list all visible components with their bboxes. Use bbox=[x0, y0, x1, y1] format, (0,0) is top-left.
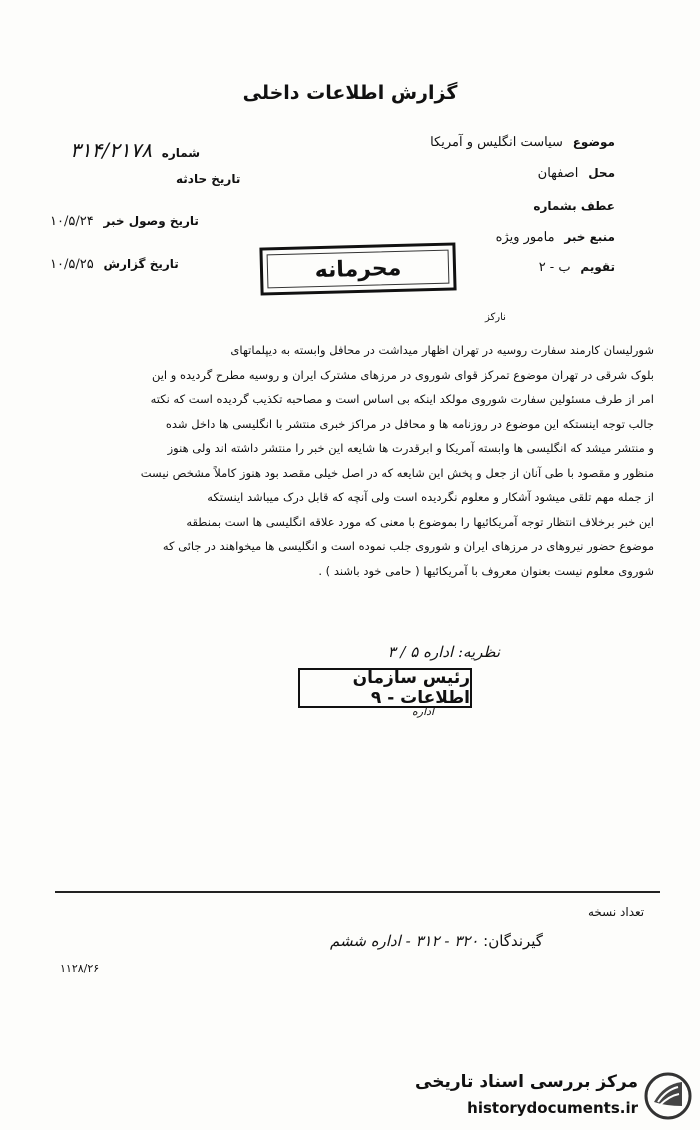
copies-label: تعداد نسخه bbox=[588, 905, 645, 919]
report-date-value: ۱۰/۵/۲۵ bbox=[50, 257, 94, 272]
handwritten-note bbox=[300, 642, 500, 661]
document-center-logo-icon bbox=[644, 1072, 692, 1120]
reference-field bbox=[527, 199, 615, 214]
report-date-label: تاریخ گزارش bbox=[103, 257, 179, 271]
recipients-field bbox=[330, 932, 543, 950]
body-line: منظور و مقصود با طی آنان از جعل و پخش این شایعه که در اصل خیلی مقصد بود هنوز کاملاً مشخص نیست bbox=[140, 465, 654, 480]
body-line: جالب توجه اینستکه این موضوع در روزنامه ها و محافل در مراکز خبری منتشر با انگلیسی ها داخل شده bbox=[165, 416, 654, 431]
incident-date-label: تاریخ حادثه bbox=[176, 172, 241, 186]
source-field bbox=[496, 230, 615, 245]
reference-label: عطف بشماره bbox=[533, 199, 615, 213]
rating-value: ب - ۲ bbox=[538, 260, 571, 275]
archive-name: مرکز بررسی اسناد تاریخی bbox=[415, 1072, 638, 1092]
body-line: شوروی معلوم نیست بعنوان معروف با آمریکائیها ( حامی خود باشند ) . bbox=[318, 563, 654, 578]
received-date-field bbox=[50, 214, 199, 229]
rating-label: تقویم bbox=[580, 260, 615, 274]
received-date-label: تاریخ وصول خبر bbox=[103, 214, 199, 228]
incident-date-field bbox=[170, 172, 240, 187]
received-date-value: ۱۰/۵/۲۴ bbox=[50, 214, 94, 229]
signature-note: نظریه: اداره ۵ / ۳ bbox=[387, 643, 500, 661]
body-line: موضوع حضور نیروهای در مرزهای ایران و شوروی جلب نموده است و انگلیسی ها میخواهند در جائی که bbox=[162, 539, 654, 553]
report-date-field bbox=[50, 257, 179, 272]
document-title: گزارش اطلاعات داخلی bbox=[242, 82, 458, 104]
place-value: اصفهان bbox=[537, 166, 579, 181]
recipients-label: گیرندگان: bbox=[483, 932, 543, 950]
rating-field bbox=[539, 260, 615, 275]
divider-line bbox=[55, 891, 660, 893]
number-field bbox=[70, 138, 200, 162]
number-value: ۳۱۴/۲۱۷۸ bbox=[70, 138, 152, 162]
body-line: بلوک شرقی در تهران موضوع تمرکز قوای شوروی در مرزهای مشترک ایران و روسیه مطرح گردیده و این bbox=[151, 367, 654, 382]
signature-extra: اداره bbox=[412, 705, 435, 718]
place-label: محل bbox=[588, 166, 615, 180]
signature-stamp: رئیس سازمان اطلاعات - ۹ bbox=[298, 668, 472, 708]
confidential-stamp: محرمانه bbox=[259, 242, 456, 295]
place-field bbox=[538, 166, 615, 181]
subject-label: موضوع bbox=[572, 135, 615, 149]
subject-field bbox=[430, 135, 615, 150]
number-label: شماره bbox=[161, 146, 201, 160]
body-line: و منتشر میشد که انگلیسی ها وابسته آمریکا و ابرقدرت ها شایعه این خبر را منتشر داشته اند ولی هنوز bbox=[167, 441, 654, 455]
archive-logo bbox=[406, 1066, 696, 1126]
routing-mark: نارکز bbox=[485, 312, 506, 323]
report-body bbox=[42, 338, 654, 583]
recipients-value: ۳۲۰ - ۳۱۲ - اداره ششم bbox=[330, 932, 479, 950]
body-line: شورلیسان کارمند سفارت روسیه در تهران اظهار میداشت در محافل وابسته به دیپلماتهای bbox=[230, 343, 654, 357]
body-line: امر از طرف مسئولین سفارت شوروی مولکد اینکه بی اساس است و مصاحبه تکذیب گردیده است که نکته bbox=[150, 392, 654, 406]
body-line: این خبر برخلاف انتظار توجه آمریکائیها را بموضوع با معنی که مورد علاقه انگلیسی ها است بمنطقه bbox=[186, 514, 654, 529]
source-value: مامور ویژه bbox=[495, 230, 555, 245]
source-label: منبع خبر bbox=[564, 230, 615, 244]
archive-url: historydocuments.ir bbox=[467, 1099, 638, 1117]
body-line: از جمله مهم تلقی میشود آشکار و معلوم نگردیده است ولی آنچه که قابل درک میباشد اینستکه bbox=[207, 490, 654, 504]
subject-value: سیاست انگلیس و آمریکا bbox=[430, 135, 563, 150]
document-number: ۱۱۲۸/۲۶ bbox=[60, 962, 100, 975]
